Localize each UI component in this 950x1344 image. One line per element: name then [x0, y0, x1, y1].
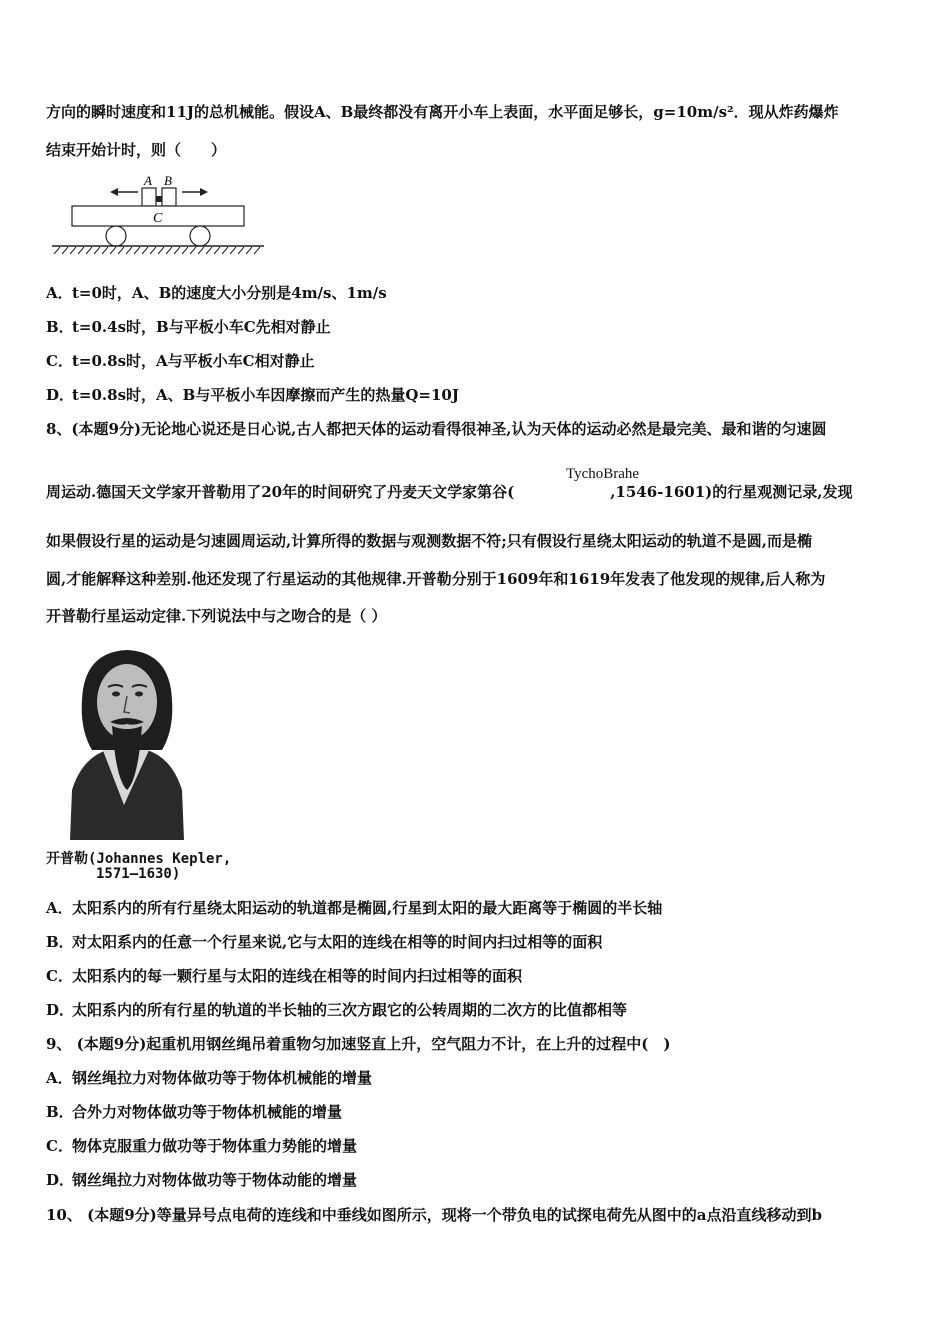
- block-a: [142, 188, 156, 206]
- q8-option-c: C．太阳系内的每一颗行星与太阳的连线在相等的时间内扫过相等的面积: [46, 967, 523, 985]
- q8-stem-line-1: 8、(本题9分)无论地心说还是日心说,古人都把天体的运动看得很神圣,认为天体的运动必然是最完美、最和谐的匀速圆: [46, 420, 827, 438]
- tycho-brahe-annotation: TychoBrahe: [566, 466, 640, 482]
- q7-stem-line-1: 方向的瞬时速度和11J的总机械能。假设A、B最终都没有离开小车上表面，水平面足够长，g=10m/s²．现从炸药爆炸: [46, 103, 839, 121]
- block-b: [162, 188, 176, 206]
- q8-stem-line-5: 开普勒行星运动定律.下列说法中与之吻合的是（ ）: [46, 607, 387, 625]
- q8-option-b: B．对太阳系内的任意一个行星来说,它与太阳的连线在相等的时间内扫过相等的面积: [46, 933, 603, 951]
- label-a: A: [144, 173, 152, 188]
- q8-option-d: D．太阳系内的所有行星的轨道的半长轴的三次方跟它的公转周期的二次方的比值都相等: [46, 1001, 628, 1019]
- q9-option-b: B．合外力对物体做功等于物体机械能的增量: [46, 1103, 343, 1121]
- q8-stem-line-4: 圆,才能解释这种差别.他还发现了行星运动的其他规律.开普勒分别于1609年和1619年发表了他发现的规律,后人称为: [46, 570, 826, 588]
- label-c: C: [153, 211, 163, 226]
- portrait-caption-line-2: 1571—1630): [96, 866, 181, 882]
- q9-option-a: A．钢丝绳拉力对物体做功等于物体机械能的增量: [46, 1069, 373, 1087]
- cart-diagram: [50, 172, 270, 262]
- q9-option-d: D．钢丝绳拉力对物体做功等于物体动能的增量: [46, 1171, 358, 1189]
- q8-stem-line-3: 如果假设行星的运动是匀速圆周运动,计算所得的数据与观测数据不符;只有假设行星绕太阳运动的轨道不是圆,而是椭: [46, 532, 812, 550]
- q9-stem: 9、 (本题9分)起重机用钢丝绳吊着重物匀加速竖直上升，空气阻力不计，在上升的过程中( ): [46, 1035, 671, 1053]
- wheel-right: [190, 226, 210, 246]
- q7-option-a: A．t=0时，A、B的速度大小分别是4m/s、1m/s: [46, 284, 387, 302]
- label-b: B: [164, 173, 172, 188]
- portrait-caption-line-1: 开普勒(Johannes Kepler,: [46, 851, 232, 867]
- q7-option-b: B．t=0.4s时，B与平板小车C先相对静止: [46, 318, 331, 336]
- kepler-portrait: [62, 640, 192, 840]
- q10-stem: 10、 (本题9分)等量异号点电荷的连线和中垂线如图所示，现将一个带负电的试探电荷先从图中的a点沿直线移动到b: [46, 1206, 822, 1224]
- q9-option-c: C．物体克服重力做功等于物体重力势能的增量: [46, 1137, 358, 1155]
- q8-option-a: A．太阳系内的所有行星绕太阳运动的轨道都是椭圆,行星到太阳的最大距离等于椭圆的半长轴: [46, 899, 663, 917]
- q7-option-d: D．t=0.8s时，A、B与平板小车因摩擦而产生的热量Q=10J: [46, 386, 459, 404]
- q7-stem-line-2: 结束开始计时，则（ ）: [46, 141, 227, 159]
- q8-stem-line-2: 周运动.德国天文学家开普勒用了20年的时间研究了丹麦天文学家第谷( ,1546-1601)的行星观测记录,发现: [46, 483, 853, 501]
- q7-option-c: C．t=0.8s时，A与平板小车C相对静止: [46, 352, 315, 370]
- wheel-left: [106, 226, 126, 246]
- explosive: [156, 196, 162, 202]
